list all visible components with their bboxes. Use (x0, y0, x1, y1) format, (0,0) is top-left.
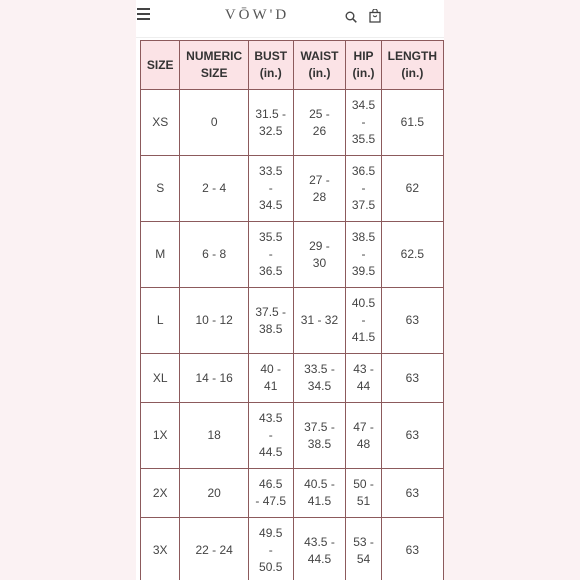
cell-text: 63 (405, 370, 420, 385)
column-header-waist (293, 41, 346, 90)
cell-text: 3X (152, 543, 168, 557)
cell-numeric-size (180, 354, 248, 403)
cell-text: 36.5 (351, 164, 376, 178)
cell-size (141, 288, 180, 354)
cell-size (141, 469, 180, 518)
cell-text: 39.5 (351, 264, 376, 278)
cell-text: 18 (207, 428, 221, 442)
cell-text: 31.5 - (255, 106, 287, 121)
cell-text: 63 (405, 543, 420, 557)
cell-text: 40.5 - (304, 477, 335, 491)
cell-text: 33.5 - (304, 362, 335, 376)
cell-hip (346, 288, 381, 354)
table-header-row (141, 41, 444, 90)
cell-text: 31 - 32 (300, 313, 339, 327)
cell-bust (248, 222, 293, 288)
cell-hip (346, 354, 381, 403)
cell-length (381, 469, 443, 518)
cell-text: 53 - (353, 534, 374, 549)
cell-text: 43.5 (259, 411, 283, 425)
brand-logo[interactable]: VŌW'D (224, 7, 290, 23)
cell-text: 50 - (353, 477, 374, 491)
cell-bust (248, 518, 293, 580)
cell-text: 34.5 (307, 379, 332, 393)
cell-text: 1X (152, 428, 168, 442)
cell-text: - (361, 247, 366, 261)
cell-hip (346, 90, 381, 156)
cell-text: 62 (405, 181, 420, 195)
cell-size (141, 222, 180, 288)
cell-text: - (268, 247, 273, 261)
cell-text: 26 (312, 123, 327, 138)
cell-text: L (156, 313, 164, 327)
cell-hip (346, 469, 381, 518)
cell-text: 37.5 - (304, 419, 335, 434)
cell-text: 38.5 (351, 230, 376, 244)
cell-text: 36.5 (259, 264, 283, 278)
cell-text: 22 - 24 (195, 543, 233, 557)
cell-hip (346, 403, 381, 469)
cell-text: 29 - (309, 238, 330, 253)
cell-text: 62.5 (400, 247, 425, 261)
cell-numeric-size (180, 403, 248, 469)
cell-waist (293, 518, 346, 580)
header (136, 0, 444, 38)
cell-length (381, 156, 443, 222)
cell-text: 63 (405, 485, 420, 500)
table-row (141, 469, 444, 518)
column-header-hip (346, 41, 381, 90)
cell-text: 34.5 (259, 198, 283, 212)
column-header-size (141, 41, 180, 90)
header-text: (in.) (401, 66, 424, 80)
cell-text: - (268, 428, 273, 442)
table-row (141, 288, 444, 354)
cell-text: 54 (356, 551, 371, 566)
cell-text: 6 - 8 (202, 247, 227, 261)
cell-text: 41.5 (351, 330, 376, 344)
header-text: SIZE (200, 66, 228, 80)
cell-text: 37.5 (351, 198, 376, 212)
cell-length (381, 222, 443, 288)
cell-text: XS (152, 115, 169, 129)
cell-text: 40.5 (351, 296, 376, 310)
header-text: (in.) (352, 66, 375, 80)
column-header-numeric-size (180, 41, 248, 90)
cell-size (141, 90, 180, 156)
cell-text: 40 - (260, 362, 282, 376)
cell-text: - 47.5 (255, 494, 287, 508)
header-text: BUST (254, 49, 288, 63)
phone-screen (136, 0, 444, 580)
cell-text: XL (152, 370, 168, 385)
cell-bust (248, 288, 293, 354)
cell-text: 2 - 4 (202, 181, 227, 195)
cell-text: 25 - (309, 106, 330, 121)
column-header-length (381, 41, 443, 90)
cell-text: 44 (356, 379, 371, 393)
header-text: NUMERIC (186, 49, 243, 63)
cell-waist (293, 156, 346, 222)
cell-length (381, 288, 443, 354)
cell-text: 63 (405, 428, 420, 442)
cell-text: 2X (152, 485, 168, 500)
cell-text: - (268, 181, 273, 195)
cell-bust (248, 354, 293, 403)
cell-numeric-size (180, 518, 248, 580)
cell-numeric-size (180, 156, 248, 222)
shopping-bag-icon[interactable] (369, 9, 381, 23)
cell-text: - (361, 115, 366, 129)
cell-text: 33.5 (259, 164, 283, 178)
cell-numeric-size (180, 288, 248, 354)
cell-text: 10 - 12 (195, 313, 233, 327)
cell-size (141, 156, 180, 222)
table-row (141, 403, 444, 469)
cell-hip (346, 518, 381, 580)
cell-text: 44.5 (259, 445, 283, 459)
header-text: (in.) (308, 66, 331, 80)
column-header-bust (248, 41, 293, 90)
table-row (141, 156, 444, 222)
table-row (141, 90, 444, 156)
cell-text: 41 (264, 379, 278, 393)
cell-text: 30 (312, 255, 327, 270)
cell-numeric-size (180, 90, 248, 156)
header-text: (in.) (259, 66, 282, 80)
cell-size (141, 518, 180, 580)
cell-length (381, 354, 443, 403)
cell-text: 28 (312, 189, 327, 204)
cell-length (381, 403, 443, 469)
cell-length (381, 518, 443, 580)
header-text: LENGTH (387, 49, 438, 63)
cell-text: 44.5 (307, 551, 332, 566)
cell-hip (346, 156, 381, 222)
hamburger-menu-icon[interactable] (137, 8, 150, 19)
cell-text: 20 (207, 485, 221, 500)
cell-text: - (361, 313, 366, 327)
cell-bust (248, 469, 293, 518)
cell-text: S (156, 181, 165, 195)
cell-text: 43 - (353, 362, 374, 376)
cell-text: - (268, 543, 273, 557)
cell-waist (293, 90, 346, 156)
table-row (141, 518, 444, 580)
cell-text: 43.5 - (304, 534, 335, 549)
cell-text: 49.5 (259, 526, 283, 540)
cell-bust (248, 156, 293, 222)
cell-text: 35.5 (259, 230, 283, 244)
table-body (141, 90, 444, 580)
cell-text: 61.5 (400, 115, 425, 129)
cell-text: 48 (356, 436, 371, 451)
header-divider (136, 37, 444, 38)
table-row (141, 222, 444, 288)
cell-hip (346, 222, 381, 288)
search-icon[interactable] (345, 11, 357, 23)
cell-text: 0 (210, 115, 218, 129)
table-row (141, 354, 444, 403)
cell-text: 35.5 (351, 132, 376, 146)
cell-text: 51 (356, 494, 371, 508)
cell-text: 38.5 (259, 321, 283, 336)
cell-bust (248, 403, 293, 469)
cell-text: M (155, 247, 166, 261)
header-text: WAIST (300, 49, 339, 63)
cell-text: 38.5 (307, 436, 332, 451)
cell-length (381, 90, 443, 156)
header-text: SIZE (146, 57, 174, 72)
cell-numeric-size (180, 469, 248, 518)
cell-text: 50.5 (259, 560, 283, 574)
cell-waist (293, 469, 346, 518)
cell-text: 14 - 16 (195, 370, 233, 385)
cell-text: 34.5 (351, 98, 376, 112)
cell-text: - (361, 181, 366, 195)
cell-text: 32.5 (259, 123, 283, 138)
cell-text: 46.5 (259, 477, 283, 491)
cell-text: 63 (405, 313, 420, 327)
cell-text: 41.5 (307, 494, 332, 508)
cell-text: 47 - (353, 419, 374, 434)
size-chart-table (140, 40, 444, 580)
cell-size (141, 403, 180, 469)
cell-bust (248, 90, 293, 156)
cell-numeric-size (180, 222, 248, 288)
cell-text: 37.5 - (255, 304, 287, 319)
header-text: HIP (353, 49, 374, 63)
cell-waist (293, 354, 346, 403)
cell-waist (293, 403, 346, 469)
cell-text: 27 - (309, 172, 330, 187)
cell-waist (293, 222, 346, 288)
cell-waist (293, 288, 346, 354)
cell-size (141, 354, 180, 403)
